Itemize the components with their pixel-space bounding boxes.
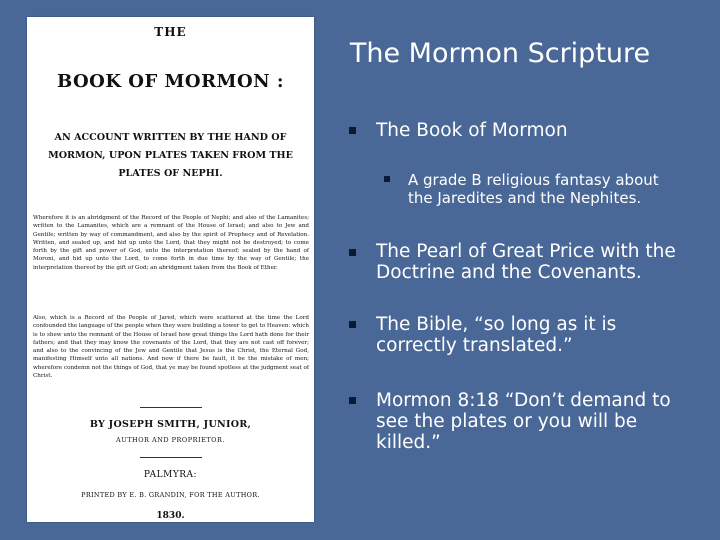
square-bullet-icon: [384, 176, 390, 182]
title-page-rule: [140, 407, 202, 408]
title-page-place: PALMYRA:: [143, 470, 198, 480]
book-of-mormon-title-page-image: [27, 17, 314, 522]
title-page-paragraph-2: Also, which is a Record of the People of Jared, which were scattered at the time the Lord confounded the language of the people when they were building a tower to get to Heaven: which is to shew unto the remnant of the House of Israel how great things the Lord hath done for their fathers; and that they may know the covenants of the Lord, that they are not cast off forever; and also to the convincing of the Jew and Gentile that Jesus is the Christ, the Eternal God, manifesting Himself unto all nations. And now if there be fault, it be the mistake of men; wherefore condemn not the things of God, that ye may be found spotless at the judgment seat of Christ.: [33, 315, 310, 380]
square-bullet-icon: [349, 249, 356, 256]
title-page-paragraph-1: Wherefore it is an abridgment of the Record of the People of Nephi; and also of the Lamanites; written to the Lamanites, which are a remnant of the House of Israel; and also to Jew and Gentile; written by way of commandment, and also by the spirit of Prophecy and of Revelation. Written, and sealed up, and hid up unto the Lord, that they might not be destroyed; to come forth by the gift and power of God, unto the interpretation thereof; sealed by the hand of Moroni, and hid up unto the Lord, to come forth in due time by the way of Gentile; the interpretation thereof by the gift of God; an abridgment taken from the Book of Ether.: [33, 215, 309, 271]
square-bullet-icon: [349, 397, 356, 404]
title-page-by: BY JOSEPH SMITH, JUNIOR,: [89, 419, 252, 430]
title-page-author: AUTHOR AND PROPRIETOR.: [116, 436, 225, 444]
title-page-account: AN ACCOUNT WRITTEN BY THE HAND OF MORMON, UPON PLATES TAKEN FROM THE PLATES OF NEPHI.: [48, 132, 293, 179]
slide-title: The Mormon Scripture: [349, 38, 651, 69]
bullet-text: The Book of Mormon: [376, 120, 568, 141]
title-page-book-title: BOOK OF MORMON :: [56, 71, 285, 92]
title-page-year: 1830.: [156, 511, 185, 521]
square-bullet-icon: [349, 127, 356, 134]
title-page-rule: [140, 457, 202, 458]
bullet-text: Mormon 8:18 “Don’t demand to see the plates or you will be killed.”: [376, 390, 671, 453]
bullet-text: The Bible, “so long as it is correctly translated.”: [376, 314, 617, 356]
bullet-text: The Pearl of Great Price with the Doctrine and the Covenants.: [376, 241, 676, 283]
title-page-printed: PRINTED BY E. B. GRANDIN, FOR THE AUTHOR.: [81, 491, 260, 499]
square-bullet-icon: [349, 321, 356, 328]
bullet-text: A grade B religious fantasy about the Jaredites and the Nephites.: [408, 171, 659, 207]
title-page-the: THE: [154, 25, 187, 39]
